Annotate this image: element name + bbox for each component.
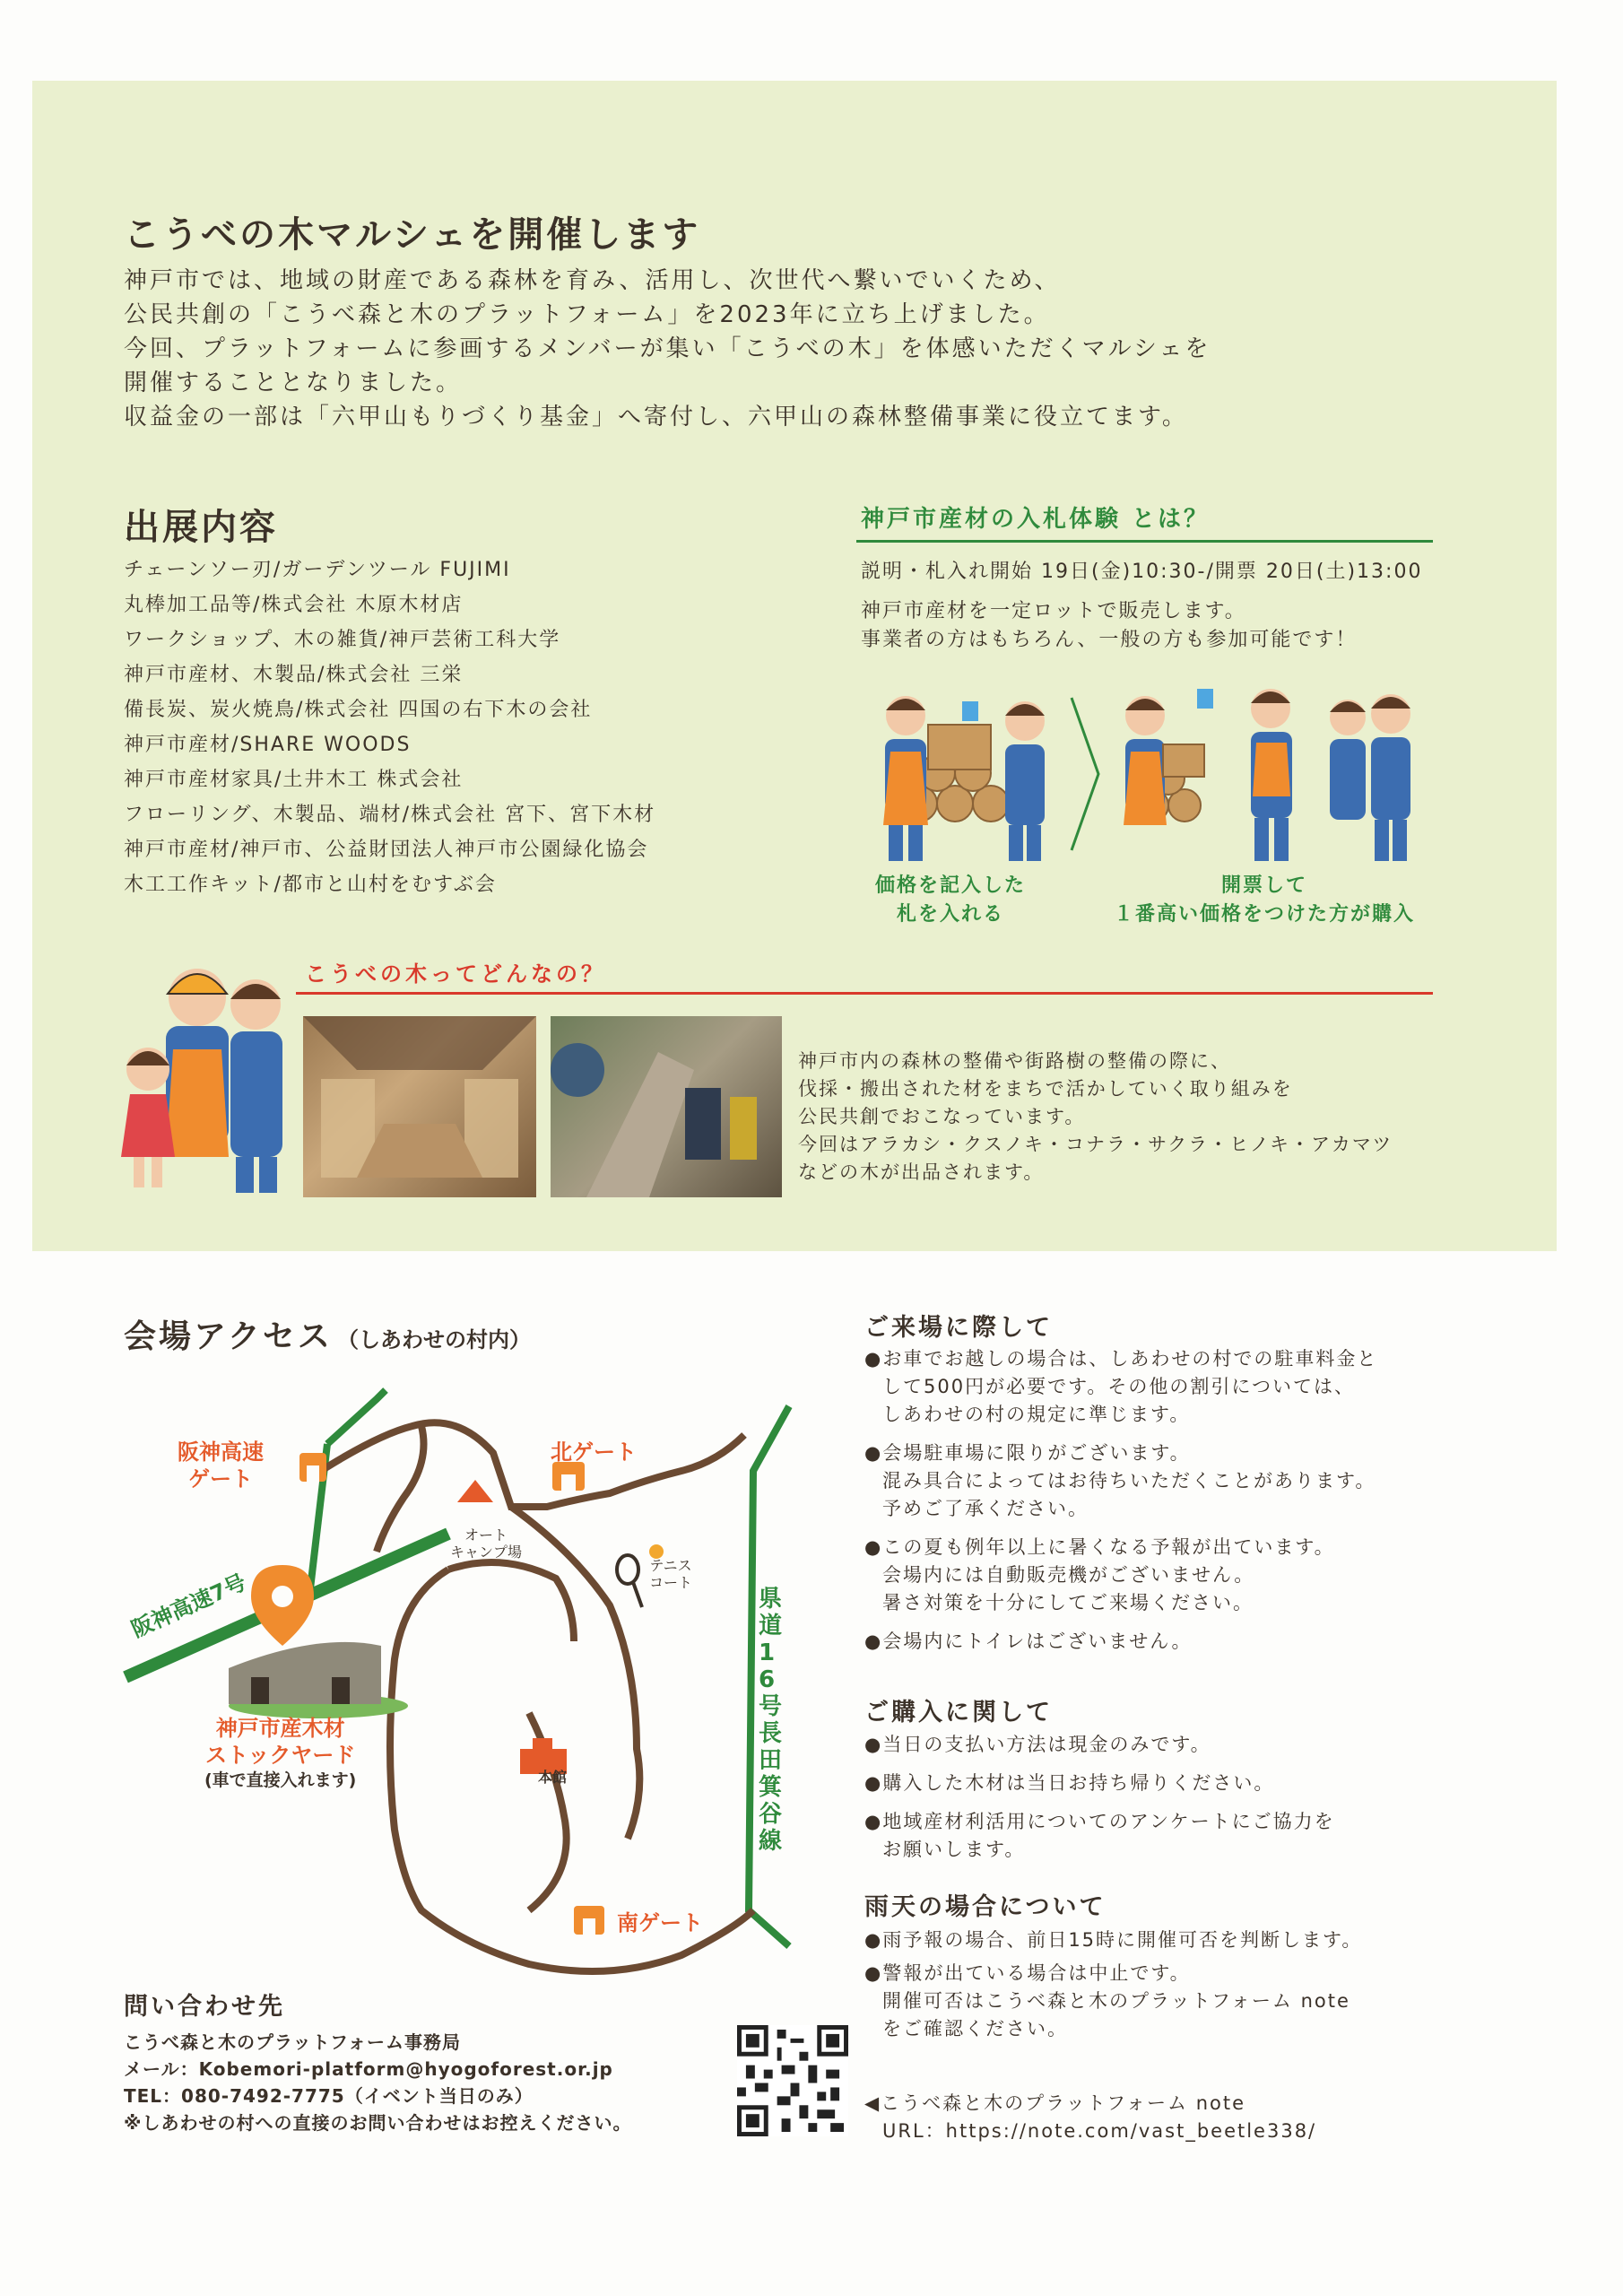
visit-item-line: 予めご了承ください。	[882, 1498, 1089, 1519]
visit-title: ご来場に際して	[864, 1314, 1053, 1342]
visit-item	[864, 1628, 1510, 1656]
visit-item-line: 会場内には自動販売機がございません。	[882, 1564, 1255, 1586]
exhibit-item: 丸棒加工品等/株式会社 木原木材店	[124, 594, 464, 616]
lumber-storage-photo-art	[303, 1016, 536, 1197]
hanshin-gate-label-line1: 阪神高速	[178, 1439, 264, 1465]
bidding-title: 神戸市産材の入札体験 とは？	[861, 506, 1211, 533]
contact-note: ※しあわせの村への直接のお問い合わせはお控えください。	[124, 2112, 632, 2134]
rain-item-line: 開催可否はこうべ森と木のプラットフォーム note	[882, 1990, 1350, 2012]
visit-item	[864, 1439, 1510, 1523]
visit-item	[864, 1345, 1510, 1429]
contact-org: こうべ森と木のプラットフォーム事務局	[124, 2031, 461, 2053]
exhibit-item: 備長炭、炭火焼鳥/株式会社 四国の右下木の会社	[124, 699, 593, 721]
intro-line: 開催することとなりました。	[124, 370, 463, 396]
main-building-label: 本館	[538, 1769, 568, 1786]
access-heading	[124, 1311, 531, 1357]
visit-item-line: ●お車でお越しの場合は、しあわせの村での駐車料金と	[864, 1348, 1378, 1370]
visit-item	[864, 1534, 1510, 1617]
location-pin-icon	[251, 1565, 314, 1646]
intro-text	[124, 264, 1523, 434]
tennis-label-line2: コート	[649, 1574, 693, 1591]
prefectural-route-label: 県道16号長田箕谷線	[759, 1586, 783, 1855]
step1-caption	[861, 872, 1040, 929]
rain-item-line: ●警報が出ている場合は中止です。	[864, 1962, 1191, 1984]
step2-caption-line2: １番高い価格をつけた方が購入	[1113, 903, 1415, 926]
exhibit-item: 木工工作キット/都市と山村をむすぶ会	[124, 874, 497, 896]
wood-line: 神戸市内の森林の整備や街路樹の整備の際に、	[798, 1050, 1231, 1072]
note-link-url[interactable]: URL：https://note.com/vast_beetle338/	[882, 2120, 1317, 2142]
wood-title: こうべの木ってどんなの？	[305, 961, 606, 987]
wood-line: 今回はアラカシ・クスノキ・コナラ・サクラ・ヒノキ・アカマツ	[798, 1134, 1393, 1155]
bidding-desc-2: 事業者の方はもちろん、一般の方も参加可能です！	[861, 629, 1358, 651]
family-illustration	[112, 951, 314, 1202]
access-title: 会場アクセス	[124, 1318, 333, 1355]
wood-line: 伐採・搬出された材をまちで活かしていく取り組みを	[798, 1078, 1293, 1100]
wood-line: 公民共創でおこなっています。	[798, 1106, 1086, 1127]
bidding-underline	[856, 540, 1433, 543]
contact-mail[interactable]: メール：Kobemori-platform@hyogoforest.or.jp	[124, 2058, 613, 2080]
bidding-schedule: 説明・札入れ開始 19日(金)10:30-/開票 20日(土)13:00	[861, 561, 1423, 583]
note-link-label: ◀こうべ森と木のプラットフォーム note	[864, 2092, 1246, 2114]
bidding-desc-1: 神戸市産材を一定ロットで販売します。	[861, 600, 1246, 622]
purchase-item-line: ●購入した木材は当日お持ち帰りください。	[864, 1772, 1275, 1794]
contact-tel[interactable]: TEL：080-7492-7775（イベント当日のみ）	[124, 2085, 534, 2107]
rain-item-line: をご確認ください。	[882, 2018, 1068, 2039]
step2-caption-line1: 開票して	[1220, 874, 1307, 897]
exhibit-item: ワークショップ、木の雑貨/神戸芸術工科大学	[124, 629, 561, 651]
intro-line: 公民共創の「こうべ森と木のプラットフォーム」を2023年に立ち上げました。	[124, 301, 1050, 328]
purchase-item-line: お願いします。	[882, 1839, 1026, 1860]
rain-title: 雨天の場合について	[864, 1893, 1107, 1921]
tent-icon	[457, 1480, 493, 1502]
camp-label-line2: キャンプ場	[450, 1544, 523, 1561]
intro-line: 収益金の一部は「六甲山もりづくり基金」へ寄付し、六甲山の森林整備事業に役立てます。	[124, 404, 1188, 430]
camp-label	[450, 1526, 522, 1561]
exhibit-item: 神戸市産材、木製品/株式会社 三栄	[124, 664, 464, 686]
tennis-label	[649, 1557, 692, 1591]
wood-underline	[296, 992, 1433, 995]
purchase-item-line: ●当日の支払い方法は現金のみです。	[864, 1734, 1211, 1755]
step1-caption-line2: 札を入れる	[896, 903, 1004, 926]
qr-code[interactable]	[737, 2025, 848, 2136]
visit-item-line: 暑さ対策を十分にしてご来場ください。	[882, 1592, 1254, 1613]
exhibit-list	[124, 552, 841, 902]
lumber-storage-photo	[303, 1016, 536, 1197]
contact-title: 問い合わせ先	[124, 1993, 285, 2021]
exhibit-item: チェーンソー刃/ガーデンツール FUJIMI	[124, 559, 511, 581]
visit-item-line: ●この夏も例年以上に暑くなる予報が出ています。	[864, 1536, 1335, 1558]
tennis-label-line1: テニス	[649, 1557, 692, 1574]
tree-cutting-photo-art	[551, 1016, 782, 1197]
hanshin-gate-label-line2: ゲート	[188, 1466, 253, 1492]
north-gate-label: 北ゲート	[551, 1439, 637, 1465]
purchase-list	[864, 1731, 1510, 1864]
visit-item-line: しあわせの村の規定に準じます。	[882, 1404, 1191, 1425]
stockyard-label-line1: 神戸市産木材	[215, 1716, 345, 1741]
wood-text	[798, 1048, 1444, 1187]
wood-line: などの木が出品されます。	[798, 1161, 1045, 1183]
purchase-title: ご購入に関して	[864, 1699, 1053, 1726]
note-link	[864, 2090, 1510, 2145]
south-gate-label: 南ゲート	[617, 1910, 703, 1935]
intro-line: 神戸市では、地域の財産である森林を育み、活用し、次世代へ繋いでいくため、	[124, 267, 1061, 294]
tree-cutting-photo	[551, 1016, 782, 1197]
contact-block	[124, 2029, 751, 2136]
bidding-illustration	[856, 671, 1439, 877]
exhibit-item: 神戸市産材/SHARE WOODS	[124, 734, 412, 756]
hanshin-gate-label	[178, 1439, 264, 1492]
step1-caption-line1: 価格を記入した	[874, 874, 1026, 897]
intro-title: こうべの木マルシェを開催します	[124, 214, 701, 256]
rain-list	[864, 1926, 1510, 2043]
stockyard-building-icon	[229, 1642, 408, 1718]
stockyard-label	[204, 1715, 356, 1792]
visit-item-line: 混み具合によってはお待ちいただくことがあります。	[882, 1470, 1376, 1492]
stockyard-label-line3: (車で直接入れます)	[204, 1770, 357, 1790]
access-subtitle: （しあわせの村内）	[337, 1327, 532, 1352]
step2-caption	[1085, 872, 1444, 929]
camp-label-line1: オート	[464, 1526, 508, 1544]
purchase-item-line: ●地域産材利活用についてのアンケートにご協力を	[864, 1811, 1335, 1832]
visit-item-line: ●会場駐車場に限りがございます。	[864, 1442, 1191, 1464]
rain-item-line: ●雨予報の場合、前日15時に開催可否を判断します。	[864, 1929, 1363, 1951]
exhibits-title: 出展内容	[124, 507, 278, 548]
visit-list	[864, 1345, 1510, 1656]
exhibit-item: 神戸市産材/神戸市、公益財団法人神戸市公園緑化協会	[124, 839, 649, 861]
visit-item-line: ●会場内にトイレはございません。	[864, 1631, 1193, 1652]
stockyard-label-line2: ストックヤード	[205, 1743, 356, 1768]
visit-item-line: して500円が必要です。その他の割引については、	[882, 1376, 1355, 1397]
exhibit-item: フローリング、木製品、端材/株式会社 宮下、宮下木材	[124, 804, 656, 826]
intro-line: 今回、プラットフォームに参画するメンバーが集い「こうべの木」を体感いただくマルシェを	[124, 335, 1211, 362]
hanshin-route-label: 阪神高速7号	[127, 1569, 250, 1643]
exhibit-item: 神戸市産材家具/土井木工 株式会社	[124, 769, 464, 791]
